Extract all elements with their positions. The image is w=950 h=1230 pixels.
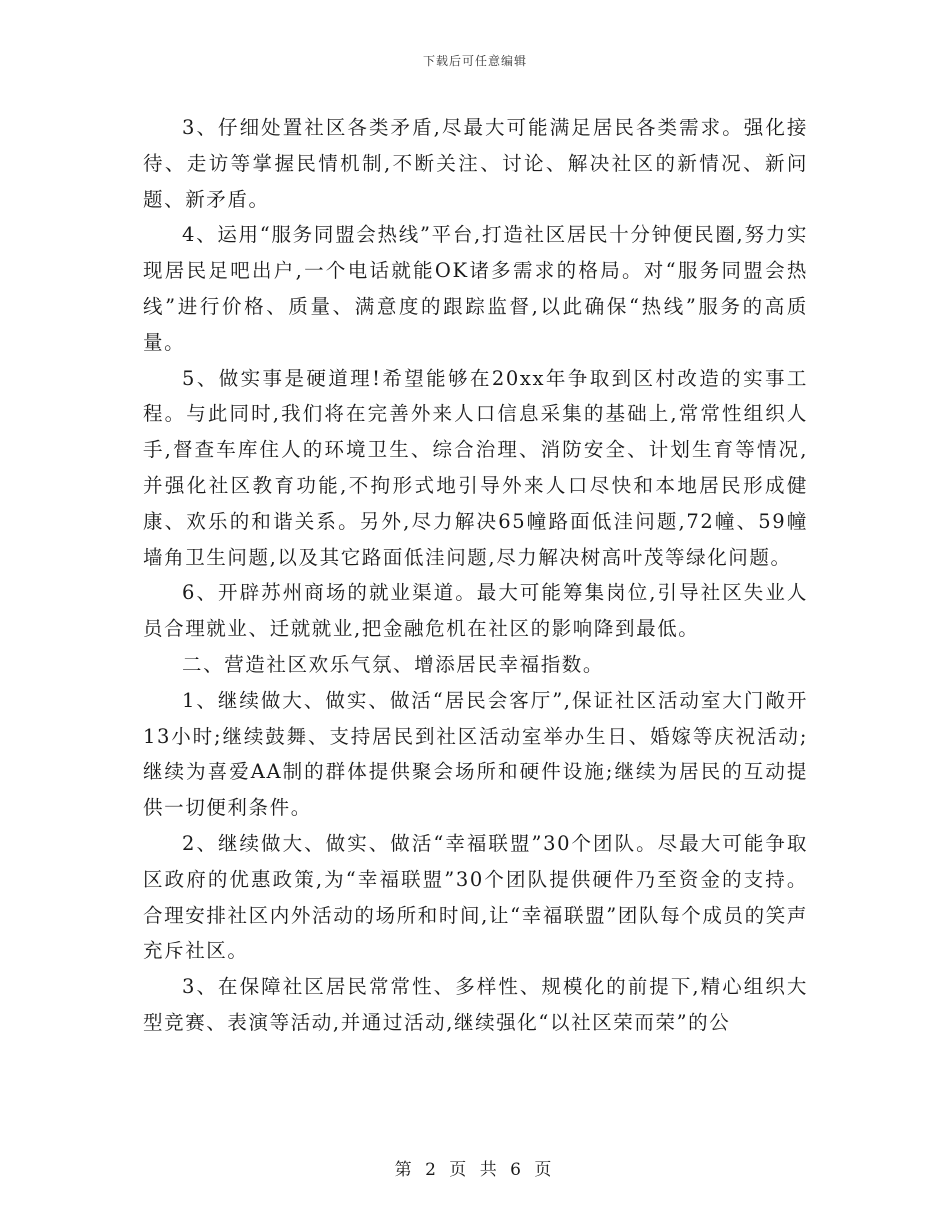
page-header: 下载后可任意编辑 — [422, 54, 527, 68]
paragraph: 2、继续做大、做实、做活“幸福联盟”30个团队。尽最大可能争取区政府的优惠政策,为“幸福联盟”30个团队提供硬件乃至资金的支持。合理安排社区内外活动的场所和时间,让“幸福联盟”团队每个成员的笑声充斥社区。 — [143, 831, 808, 963]
paragraph: 1、继续做大、做实、做活“居民会客厅”,保证社区活动室大门敞开13小时;继续鼓舞、支持居民到社区活动室举办生日、婚嫁等庆祝活动;继续为喜爱AA制的群体提供聚会场所和硬件设施;继续为居民的互动提供一切便利条件。 — [143, 688, 808, 820]
paragraph: 4、运用“服务同盟会热线”平台,打造社区居民十分钟便民圈,努力实现居民足吧出户,一个电话就能OK诸多需求的格局。对“服务同盟会热线”进行价格、质量、满意度的跟踪监督,以此确保“热线”服务的高质量。 — [143, 223, 808, 354]
paragraph: 6、开辟苏州商场的就业渠道。最大可能筹集岗位,引导社区失业人员合理就业、迁就就业,把金融危机在社区的影响降到最低。 — [143, 581, 808, 641]
page-footer: 第 2 页 共 6 页 — [394, 1160, 556, 1180]
document-body — [143, 110, 808, 1041]
paragraph: 3、仔细处置社区各类矛盾,尽最大可能满足居民各类需求。强化接待、走访等掌握民情机制,不断关注、讨论、解决社区的新情况、新问题、新矛盾。 — [143, 116, 808, 211]
paragraph: 3、在保障社区居民常常性、多样性、规模化的前提下,精心组织大型竞赛、表演等活动,并通过活动,继续强化“以社区荣而荣”的公 — [143, 975, 808, 1034]
paragraph: 5、做实事是硬道理!希望能够在20xx年争取到区村改造的实事工程。与此同时,我们将在完善外来人口信息采集的基础上,常常性组织人手,督查车库住人的环境卫生、综合治理、消防安全、计划生育等情况,并强化社区教育功能,不拘形式地引导外来人口尽快和本地居民形成健康、欢乐的和谐关系。另外,尽力解决65幢路面低洼问题,72幢、59幢墙角卫生问题,以及其它路面低洼问题,尽力解决树高叶茂等绿化问题。 — [143, 366, 808, 569]
section-heading: 二、营造社区欢乐气氛、增添居民幸福指数。 — [182, 652, 605, 676]
